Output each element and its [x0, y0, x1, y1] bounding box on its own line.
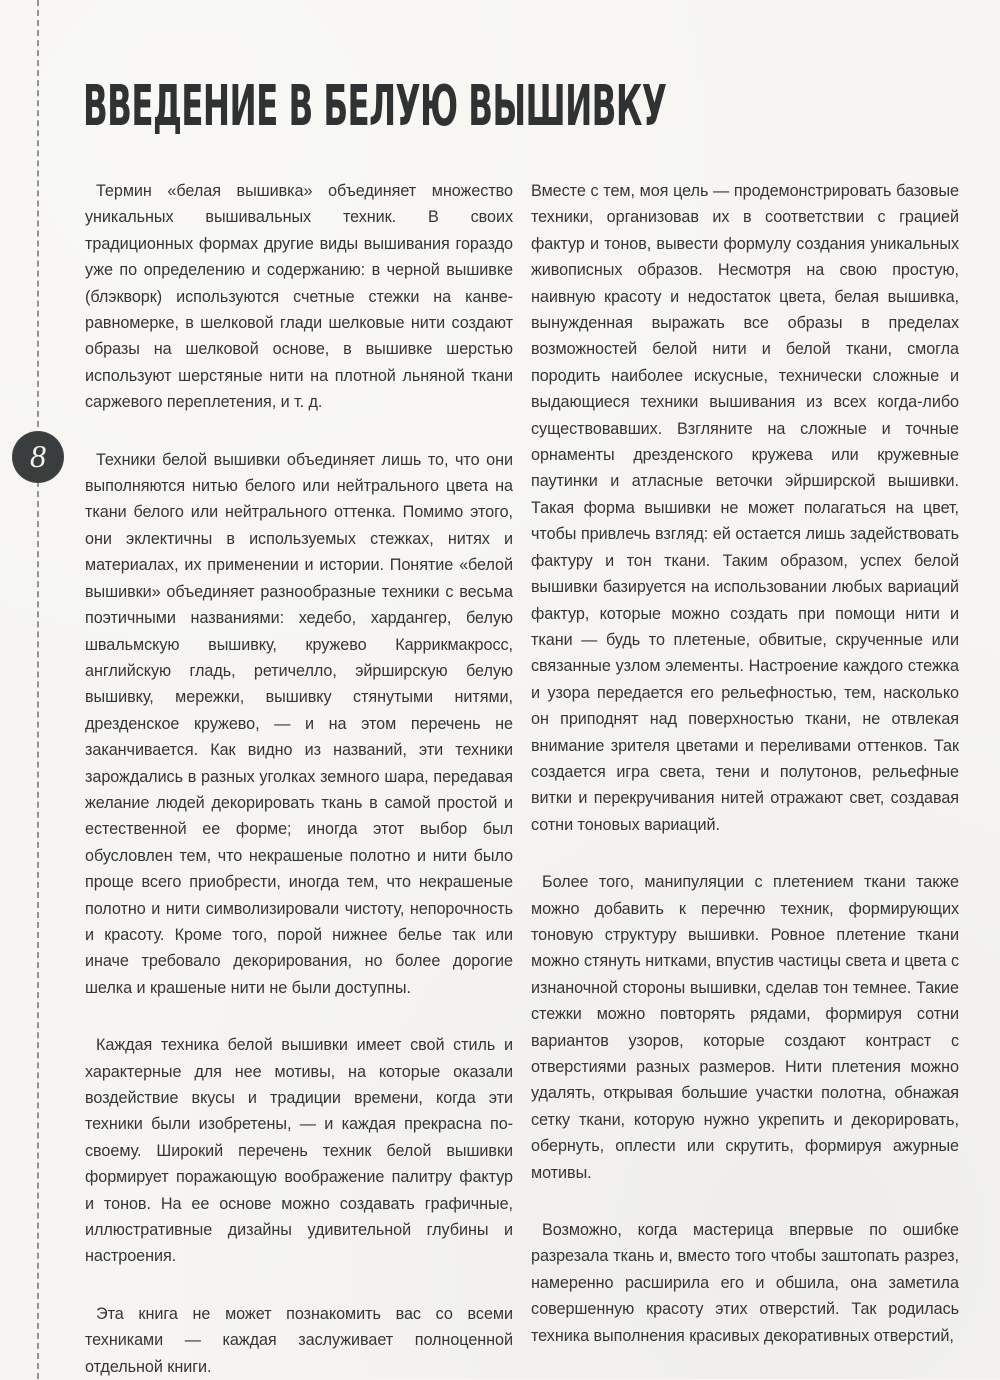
page-number: 8	[30, 438, 46, 474]
paragraph: Более того, манипуляции с плетением ткани также можно добавить к перечню техник, формирующих тоновую структуру вышивки. Ровное плетение ткани можно стянуть нитками, впустив частицы света и цвета с изнаночной стороны вышивки, сделав тон темнее. Такие стежки можно повторять рядами, формируя сотни вариантов узоров, которые создают контраст с отверстиями разных размеров. Нити плетения можно удалять, открывая большие участки полотна, обнажая сетку ткани, которую нужно укрепить и декорировать, обернуть, оплести или скрутить, формируя ажурные мотивы.	[531, 873, 959, 1182]
right-text-column	[531, 178, 959, 1349]
paragraph: Термин «белая вышивка» объединяет множество уникальных вышивальных техник. В своих традиционных формах другие виды вышивания гораздо уже по определению и содержанию: в черной вышивке (блэкворк) используются счетные стежки на канве-равномерке, в шелковой глади шелковые нити создают образы на шелковой основе, в вышивке шерстью используют шерстяные нити на плотной льняной ткани саржевого переплетения, и т. д.	[85, 182, 513, 412]
page-number-badge	[12, 431, 64, 483]
page-title: ВВЕДЕНИЕ В БЕЛУЮ ВЫШИВКУ	[83, 74, 667, 139]
dashed-stitch-line	[37, 0, 39, 1379]
paragraph: Техники белой вышивки объединяет лишь то, что они выполняются нитью белого или нейтрального цвета на ткани белого или нейтрального оттенка. Помимо этого, они эклектичны в используемых стежках, нитях и материалах, их применении и истории. Понятие «белой вышивки» объединяет разнообразные техники с весьма поэтичными названиями: хедебо, хардангер, белую швальмскую вышивку, кружево Каррикмакросс, английскую гладь, ретичелло, эйрширскую белую вышивку, мережки, вышивку стянутыми нитями, дрезденское кружево, — и на этом перечень не заканчивается. Как видно из названий, эти техники зарождались в разных уголках земного шара, передавая желание людей декорировать ткань в самой простой и естественной ее форме; иногда этот выбор был обусловлен тем, что некрашеные полотно и нити было проще всего приобрести, иногда тем, что некрашеные полотно и нити символизировали чистоту, непорочность и красоту. Кроме того, порой нижнее белье так или иначе требовало декорирования, но более дорогие шелка и крашеные нити не были доступны.	[85, 450, 513, 997]
paragraph: Каждая техника белой вышивки имеет свой стиль и характерные для нее мотивы, на которые оказали воздействие вкусы и традиции времени, когда эти техники были изобретены, — и каждая прекрасна по-своему. Широкий перечень техник белой вышивки формирует поражающую воображение палитру фактур и тонов. На ее основе можно создавать графичные, иллюстративные дизайны удивительной глубины и настроения.	[85, 1036, 513, 1266]
left-text-column	[85, 178, 513, 1380]
paragraph: Возможно, когда мастерица впервые по ошибке разрезала ткань и, вместо того чтобы заштопать разрез, намеренно расширила его и обшила, она заметила совершенную красоту этих отверстий. Так родилась техника выполнения красивых декоративных отверстий,	[531, 1221, 959, 1345]
paragraph: Вместе с тем, моя цель — продемонстрировать базовые техники, организовав их в соответствии с грацией фактур и тонов, вывести формулу создания уникальных живописных образов. Несмотря на свою простую, наивную красоту и недостаток цвета, белая вышивка, вынужденная выражать все образы в пределах возможностей белой нити и белой ткани, смогла породить наиболее искусные, технически сложные и выдающиеся техники вышивания из всех когда-либо существовавших. Взгляните на сложные и точные орнаменты дрезденского кружева или кружевные паутинки и атласные веточки эйрширской вышивки. Такая форма вышивки не может полагаться на цвет, чтобы привлечь взгляд: ей остается лишь задействовать фактуру и тон ткани. Таким образом, успех белой вышивки базируется на использовании любых вариаций фактур, которые можно создать при помощи нити и ткани — будь то плетеные, обвитые, скрученные или связанные узлом элементы. Настроение каждого стежка и узора передается его рельефностью, тем, насколько он приподнят над поверхностью ткани, не отвлекая внимание зрителя цветами и переливами оттенков. Так создается игра света, тени и полутонов, рельефные витки и перекручивания нитей отражают свет, создавая сотни тоновых вариаций.	[531, 182, 959, 834]
paragraph: Эта книга не может познакомить вас со всеми техниками — каждая заслуживает полноценной отдельной книги.	[85, 1304, 513, 1376]
